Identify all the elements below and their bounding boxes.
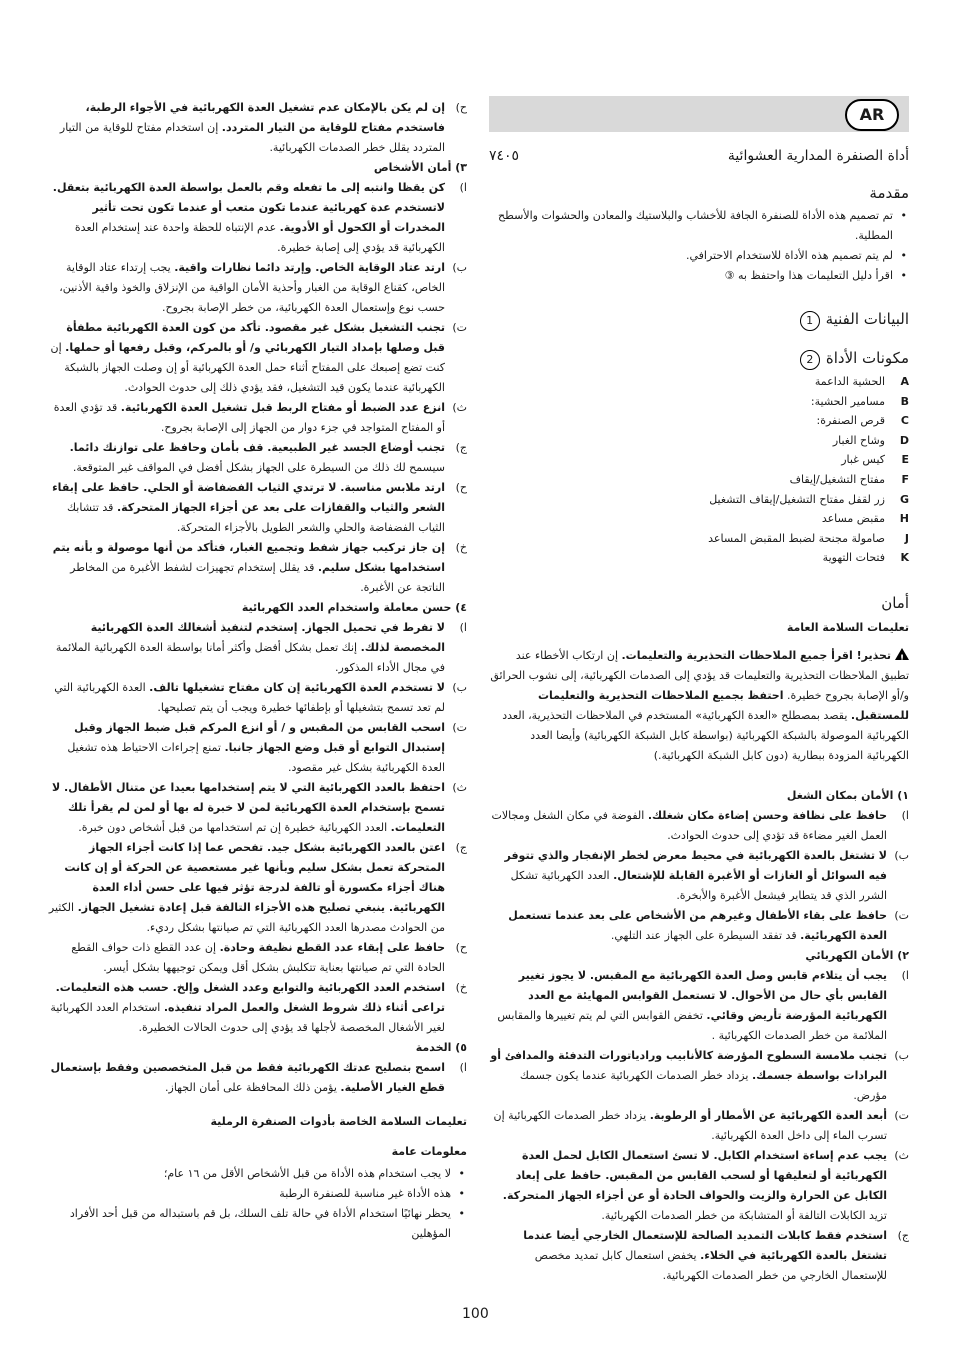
component-item: E كيس غبار [841,453,909,467]
safety-item: ث) احتفظ بالعدد الكهربائية التي لا يتم إستخدامها بعيدا عن متنال الأطفال. لا تسمح بإستخدام العدة الكهربائية لمن لا خبرة له بها أو لمن لم يقرأ تلك التعليمات. العدد الكهربائية خطيرة إن تم استخدامها من قبل أشخاص دون خبرة. [52,781,467,834]
intro-bullet: • تم تصميم هذه الأداة للصنفرة الجافة للأخشاب والبلاستيك والمعادن والحشوات والأسطح المطلية. [489,206,909,246]
component-item: C قرص الصنفرة: [816,414,909,428]
safety-item: ب) تجنب ملامسة السطوح المؤرضة كالأنابيب ورادياتورات التدفئة والمدافئ أو البرادات بواسطة جسمك. يزداد خطر الصدمات الكهربائية عندما يكون جسمك مؤرض. [490,1048,909,1102]
safety-item: ج) تجنب أوضاع الجسد غير الطبيعية. قف بأمان وحافظ على توازنك دائما. سيسمح لك ذلك من السيطرة على الجهاز بشكل أفضل في المواقف غير المتوقعة. [69,441,467,474]
warning-paragraph: !تحذير! اقرأ جميع الملاحظات التحذيرية والتعليمات. إن ارتكاب الأخطاء عند تطبيق الملاحظات التحذيرية والتعليمات قد يؤدي إلى الصدمات الكهربائية، إلى نشوب الحرائق و/أو الإصابة بجروح خطيرة. احتفظ بجميع الملاحظات التحذيرية والتعليمات للمستقبل. يقصد بمصطلح «العدة الكهربائية» المستخدم في الملاحظات التحذيرية، العدد الكهربائية الموصولة بالشبكة الكهربائية (بواسطة كابل الشبكة الكهربائية) وأيضا العدد الكهربائية المزودة ببطارية (دون كابل الشبكة الكهربائية.) [489,646,909,766]
sander-bullet: • يحظر نهائيًا استخدام الأداة في حالة تلف السلك، بل قم باستبداله من قبل أحد الأفراد المؤهلين [45,1204,467,1244]
product-title: أداة الصنفرة المدارية العشوائية [727,148,909,164]
figure-ref-icon: 1 [800,311,820,331]
tech-data-heading-text: البيانات الفنية [825,310,909,328]
model-number: ٧٤٠٥ [489,148,520,164]
safety-item: ج) استخدم فقط كابلات التمديد الصالحة للإستعمال الخارجي أيضا عندما تشتغل بالعدة الكهربائية في الخلاء. يخفض استعمال كابل تمديد مخصص للإستعمال الخارجي من خطر الصدمات الكهربائية. [523,1228,909,1282]
safety-item: ت) اسحب القابس من المقبس و / أو انزع المركم قبل ضبط الجهاز وقبل إستبدال التوابع أو قبل وضع الجهاز جانبا. تمنع إجراءات الاحتياط هذه تشغيل العدة الكهربائية بشكل غير مقصود. [67,721,467,774]
components-heading-text: مكونات الأداة [825,349,909,367]
language-badge: AR [845,99,899,131]
safety-item: ج) اعتن بالعدد الكهربائية بشكل جيد. تفحص عما إذا كانت أجزاء الجهاز المتحركة تعمل بشكل سليم وبأنها غير مستعصية عن الحركة أو إن كانت هناك أجزاء مكسورة أو تالفة لدرجة تؤثر فيها على حسن أداء العدة الكهربائية. ينبغي تصليح هذه الأجزاء التالفة قبل إعادة تشغيل الجهاز. الكثير من الحوادث مصدرها العدد الكهربائية التي تم صيانتها بشكل رديء. [48,841,467,934]
component-item: B مسامير الحشية: [810,394,909,408]
safety-item: ت) تجنب التشغيل بشكل غير مقصود. تأكد من كون العدة الكهربائية مطفأة قبل وصلها بإمداد التيار الكهربائي و/ أو بالمركم، وقبل رفعها أو حملها. إن كنت تضع إصبعك على المفتاح أثناء حمل العدة الكهربائية أو إن وصلت الجهاز بالشبكة الكهربائية عندما يكون قيد التشغيل، فقد يؤدي ذلك إلى حدوث الحوادث. [50,321,467,394]
components-list [489,372,909,568]
language-header-bar [489,96,909,132]
right-column [489,96,909,1286]
safety-item: ت) أبعد العدة الكهربائية عن الأمطار أو الرطوبة. يزداد خطر الصدمات الكهربائية إن تسرب الماء إلى داخل العدة الكهربائية. [493,1108,909,1142]
safety-item: ب) لا تستخدم العدة الكهربائية إن كان مفتاح تشغيلها تالف. العدة الكهربائية التي لم تعد تسمح بتشغيلها أو بإطفائها خطيرة ويجب أن يتم تصليحها. [54,681,467,714]
safety-item: ح) إن لم يكن بالإمكان عدم تشغيل العدة الكهربائية في الأجواء الرطبة، فاستخدم مفتاح للوقاية من التيار المتردد. إن استخدام مفتاح للوقاية من التيار المتردد يقلل خطر الصدمات الكهربائية. [59,101,467,154]
section-title: ٣) أمان الأشخاص [373,161,467,174]
section-title: ٤) حسن معاملة واستخدام العدد الكهربائية [241,601,467,614]
figure-ref-icon: 2 [800,350,820,370]
safety-item: ا) حافظ على نظافة وحسن إضاءة مكان شغلك. الفوضة في مكان الشغل ومجالات العمل الغير مضاءة قد تؤدي إلى حدوث الحوادث. [491,808,909,842]
page-number: 100 [462,1306,489,1322]
intro-bullet: • اقرأ دليل التعليمات هذا واحتفظ به ③ [489,266,909,286]
section-title: ٢) الأمان الكهربائي [805,948,909,962]
safety-item: خ) إن جاز تركيب جهاز شفط وتجميع الغبار، فتأكد من أنها موصولة و بأنه يتم استخدامها بشكل سليم. قد يقلل إستخدام تجهيزات لشفط الأغبرة من المخاطر الناتجة عن الأغبرة. [52,541,467,594]
safety-item: ا) كن يقظا وانتبه إلى ما تفعله وقم بالعمل بواسطة العدة الكهربائية بتعقل. لاتستخدم عدة كهربائية عندما تكون متعب أو عندما تكون تحت تأثير المخدرات أو الكحول أو الأدوية. عدم الإنتباه للحظة واحدة عند إستخدام العدة الكهربائية قد يؤدي إلى إصابة خطيرة. [52,181,467,254]
sander-bullet: • هذه الأداة غير مناسبة للصنفرة الرطبة [45,1184,467,1204]
warning-icon [895,648,909,660]
safety-item: ا) لا تفرط في تحميل الجهاز. إستخدم لتنفيذ أشغالك العدة الكهربائية المخصصة لذلك. إنك تعمل بشكل أفضل وأكثر أمانا بواسطة العدة الكهربائية الملائمة في مجال الأداء المذكور. [55,621,467,674]
left-column [45,98,467,1244]
general-info-heading: معلومات عامة [391,1145,467,1158]
safety-item: ا) اسمح بتصليح عدتك الكهربائية فقط من قبل المتخصصين وفقط بإستعمال قطع الغيار الأصلية. يؤمن ذلك المحافظة على أمان الجهاز. [50,1061,467,1094]
safety-item: ب) لا تشتغل بالعدة الكهربائية في محيط معرض لخطر الإنفجار والذي تتوفر فيه السوائل أو الغازات أو الأغبرة القابلة للإشتعال. العدد الكهربائية تشكل الشرر الذي قد يتطاير فيشعل الأغبرة والأبخرة. [504,848,909,902]
component-item: H مقبض مساعد [821,512,909,526]
section-title: ١) الأمان بمكان الشغل [786,788,909,802]
component-item: K فتحات التهوية [822,551,909,565]
components-heading [489,347,909,370]
component-item: A الحشية الداعمة [814,375,909,388]
safety-item: ث) يجب عدم إساءة استخدام الكابل. لا تسئ استعمال الكابل لحمل العدة الكهربائية أو لتعليقها أو لسحب القابس من المقبس. حافظ على إبعاد الكابل عن الحرارة والزيت والحواف الحادة أو عن أجزاء الجهاز المتحركة. تزيد الكابلات التالفة أو المتشابكة من خطر الصدمات الكهربائية. [502,1148,909,1222]
tech-data-heading [489,308,909,331]
component-item: G زر لقفل مفتاح التشغيل/إيقاف التشغيل [709,492,909,506]
safety-item: ا) يجب أن يتلاءم قابس وصل العدة الكهربائية مع المقبس. لا يجوز تغيير القابس بأي حال من الأحوال. لا تستعمل القوابس المهايئة مع العدد الكهربائية المؤرضة تأريض وقائي. تخفض القوابس التي لم يتم تغييرها والمقابس الملائمة من خطر الصدمات الكهربائية . [497,968,909,1042]
section-title: ٥) الخدمة [415,1041,467,1054]
sander-bullet: • لا يجب استخدام هذه الأداة من قبل الأشخاص الأقل من ١٦ عام؛ [45,1164,467,1184]
component-item: D وشاح الغبار [832,433,909,447]
component-item: J صامولة مجنحة لضبط المقبض المساعد [708,531,909,545]
intro-bullet: • لم يتم تصميم هذه الأداة للاستخدام الاحترافي. [489,246,909,266]
intro-heading: مقدمة [869,184,909,202]
title-row [489,146,909,166]
safety-item: ب) ارتد عتاد الوقاية الخاص. وإرتد دائما نظارات واقية. يجب إرتداء عتاد الوقاية الخاص، كقناع الوقاية من الغبار وأحذية الأمان الواقية من الإنزلاق والخوذ واقية الأذنين، حسب نوع وإستعمال العدة الكهربائية، من خطر الإصابة بجروح. [59,261,467,314]
safety-item: ح) ارتد ملابس مناسبة. لا ترتدي الثياب الفضفاضة أو الحلي. حافظ على إبقاء الشعر والثياب والقفازات على بعد عن أجزاء الجهاز المتحركة. قد تتشابك الثياب الفضفاضة والحلي والشعر الطويل بالأجزاء المتحركة. [52,481,467,534]
general-safety-heading: تعليمات السلامة العامة [786,620,909,634]
safety-item: خ) استخدم العدد الكهربائية والتوابع وعدد الشغل وإلخ. حسب هذه التعليمات. تراعى أثناء ذلك شروط الشغل والعمل المراد تنفيذه. استخدام العدد الكهربائية لغير الأشغال المخصصة لأجلها قد يؤدي إلى حدوث الحالات الخطيرة. [50,981,467,1034]
safety-item: ت) حافظ على بقاء الأطفال وغيرهم من الأشخاص على بعد عندما تستعمل العدة الكهربائية. قد تفقد السيطرة على الجهاز عند التلهي. [508,908,909,942]
safety-item: ث) انزع عدد الضبط أو مفتاح الربط قبل تشغيل العدة الكهربائية. قد تؤدي العدة أو المفتاح المتواجد في جزء دوار من الجهاز إلى الإصابة بجروح. [53,401,467,434]
sander-safety-heading: تعليمات السلامة الخاصة بأدوات الصنفرة الرملية [210,1115,467,1128]
component-item: F مفتاح التشغيل/إيقاف [789,472,909,486]
safety-item: ح) حافظ على إبقاء عدد القطع نظيفة وحادة. إن عدد القطع ذات حواف القطع الحادة التي تم صيانتها بعناية تتكلبش بشكل أقل ويمكن توجيهها بشكل أيسر. [71,941,467,974]
safety-heading: أمان [881,593,909,612]
